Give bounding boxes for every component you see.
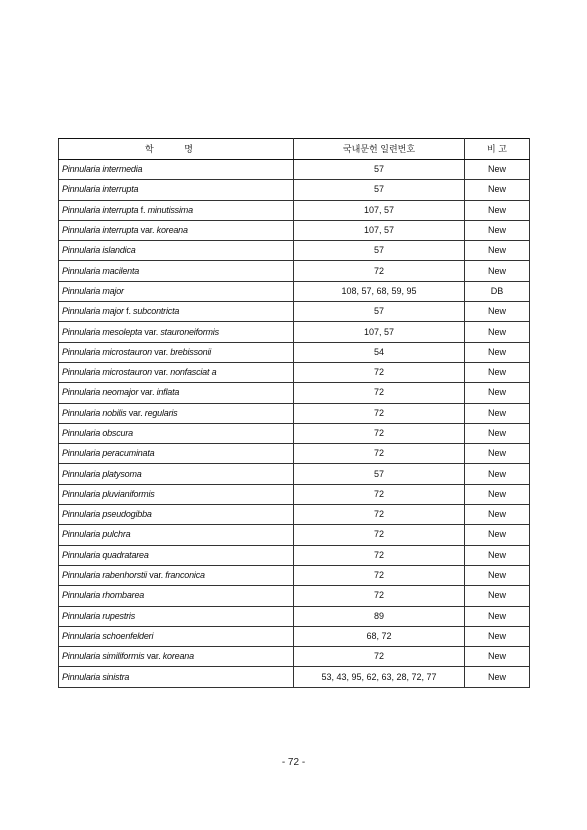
species-name-italic-part: regularis xyxy=(144,407,178,418)
table-row xyxy=(59,606,530,626)
table-body xyxy=(59,160,530,688)
species-name-italic-part: stauroneiformis xyxy=(160,326,219,337)
species-name-italic-part: minutissima xyxy=(147,204,193,215)
species-name-italic-part: Pinnularia intermedia xyxy=(62,164,143,175)
reference-number-cell: 107, 57 xyxy=(294,220,465,240)
remarks-cell: New xyxy=(465,342,530,362)
species-name-italic-part: Pinnularia rabenhorstii xyxy=(62,570,150,581)
reference-number-cell: 72 xyxy=(294,525,465,545)
reference-number-cell: 72 xyxy=(294,647,465,667)
table-row xyxy=(59,200,530,220)
species-name-italic-part: Pinnularia platysoma xyxy=(62,468,142,479)
remarks-cell: New xyxy=(465,322,530,342)
species-name-italic-part: Pinnularia rupestris xyxy=(62,610,136,621)
remarks-cell: New xyxy=(465,241,530,261)
table-row xyxy=(59,220,530,240)
table-row xyxy=(59,342,530,362)
reference-number-cell: 89 xyxy=(294,606,465,626)
species-name-italic-part: Pinnularia quadratarea xyxy=(62,549,149,560)
remarks-cell: New xyxy=(465,667,530,687)
reference-number-cell: 107, 57 xyxy=(294,200,465,220)
species-name-italic-part: Pinnularia interrupta xyxy=(62,184,139,195)
reference-number-cell: 57 xyxy=(294,464,465,484)
remarks-cell: New xyxy=(465,403,530,423)
species-name-cell xyxy=(59,626,294,646)
reference-number-cell: 108, 57, 68, 59, 95 xyxy=(294,281,465,301)
remarks-cell: New xyxy=(465,200,530,220)
species-name-italic-part: Pinnularia mesolepta xyxy=(62,326,145,337)
remarks-cell: New xyxy=(465,545,530,565)
species-name-rank-part: var. xyxy=(128,407,145,418)
reference-number-cell: 72 xyxy=(294,505,465,525)
table-row xyxy=(59,180,530,200)
species-name-cell xyxy=(59,565,294,585)
species-name-cell xyxy=(59,180,294,200)
table-row xyxy=(59,565,530,585)
reference-number-cell: 72 xyxy=(294,403,465,423)
species-name-rank-part: var. xyxy=(149,570,166,581)
species-name-italic-part: Pinnularia pluvianiformis xyxy=(62,488,155,499)
remarks-cell: New xyxy=(465,220,530,240)
species-name-italic-part: Pinnularia pulchra xyxy=(62,529,131,540)
species-name-rank-part: var. xyxy=(146,651,163,662)
species-name-italic-part: inflata xyxy=(156,387,180,398)
species-name-italic-part: brebissonii xyxy=(170,346,212,357)
species-name-cell xyxy=(59,525,294,545)
reference-number-cell: 72 xyxy=(294,261,465,281)
species-name-cell xyxy=(59,464,294,484)
table-row xyxy=(59,505,530,525)
species-name-cell xyxy=(59,200,294,220)
species-name-italic-part: Pinnularia sinistra xyxy=(62,671,130,682)
species-name-italic-part: Pinnularia major xyxy=(62,306,127,317)
remarks-cell: New xyxy=(465,565,530,585)
remarks-cell: New xyxy=(465,383,530,403)
species-name-italic-part: Pinnularia macilenta xyxy=(62,265,140,276)
species-name-cell xyxy=(59,484,294,504)
table-row xyxy=(59,626,530,646)
species-name-italic-part: Pinnularia neomajor xyxy=(62,387,141,398)
species-name-italic-part: Pinnularia major xyxy=(62,285,124,296)
remarks-cell: New xyxy=(465,180,530,200)
species-name-italic-part: Pinnularia interrupta xyxy=(62,204,141,215)
species-name-cell xyxy=(59,302,294,322)
table-row xyxy=(59,362,530,382)
reference-number-cell: 72 xyxy=(294,545,465,565)
species-name-italic-part: franconica xyxy=(165,570,205,581)
reference-number-cell: 72 xyxy=(294,586,465,606)
remarks-cell: New xyxy=(465,484,530,504)
species-name-cell xyxy=(59,281,294,301)
reference-number-cell: 53, 43, 95, 62, 63, 28, 72, 77 xyxy=(294,667,465,687)
species-name-italic-part: Pinnularia nobilis xyxy=(62,407,129,418)
species-name-italic-part: koreana xyxy=(162,651,194,662)
remarks-cell: New xyxy=(465,160,530,180)
remarks-cell: New xyxy=(465,626,530,646)
table-header-row xyxy=(59,139,530,160)
species-name-italic-part: nonfasciat a xyxy=(170,367,217,378)
reference-number-cell: 72 xyxy=(294,444,465,464)
species-name-italic-part: Pinnularia pseudogibba xyxy=(62,509,152,520)
reference-number-cell: 57 xyxy=(294,160,465,180)
reference-number-cell: 107, 57 xyxy=(294,322,465,342)
species-name-italic-part: koreana xyxy=(156,225,188,236)
species-name-cell xyxy=(59,403,294,423)
species-name-cell xyxy=(59,444,294,464)
species-table xyxy=(58,138,530,688)
remarks-cell: New xyxy=(465,444,530,464)
species-name-rank-part: var. xyxy=(140,387,157,398)
header-remarks: 비 고 xyxy=(465,139,530,160)
species-name-italic-part: Pinnularia microstauron xyxy=(62,346,155,357)
species-name-italic-part: Pinnularia schoenfelderi xyxy=(62,630,154,641)
reference-number-cell: 68, 72 xyxy=(294,626,465,646)
remarks-cell: New xyxy=(465,505,530,525)
header-reference-number: 국내문헌 일련번호 xyxy=(294,139,465,160)
species-name-cell xyxy=(59,342,294,362)
species-name-cell xyxy=(59,545,294,565)
table-row xyxy=(59,241,530,261)
species-name-rank-part: var. xyxy=(154,346,171,357)
remarks-cell: New xyxy=(465,261,530,281)
remarks-cell: New xyxy=(465,302,530,322)
species-name-italic-part: Pinnularia similiformis xyxy=(62,651,147,662)
species-name-cell xyxy=(59,261,294,281)
remarks-cell: New xyxy=(465,525,530,545)
reference-number-cell: 72 xyxy=(294,423,465,443)
reference-number-cell: 57 xyxy=(294,241,465,261)
species-name-cell xyxy=(59,322,294,342)
species-name-cell xyxy=(59,362,294,382)
table-row xyxy=(59,302,530,322)
species-name-rank-part: var. xyxy=(140,225,157,236)
reference-number-cell: 72 xyxy=(294,362,465,382)
remarks-cell: New xyxy=(465,586,530,606)
remarks-cell: New xyxy=(465,423,530,443)
reference-number-cell: 72 xyxy=(294,484,465,504)
reference-number-cell: 54 xyxy=(294,342,465,362)
species-name-cell xyxy=(59,383,294,403)
species-name-cell xyxy=(59,220,294,240)
species-name-cell xyxy=(59,647,294,667)
table-row xyxy=(59,261,530,281)
table-row xyxy=(59,545,530,565)
table-row xyxy=(59,484,530,504)
remarks-cell: DB xyxy=(465,281,530,301)
table-row xyxy=(59,444,530,464)
species-name-italic-part: Pinnularia peracuminata xyxy=(62,448,155,459)
reference-number-cell: 57 xyxy=(294,180,465,200)
remarks-cell: New xyxy=(465,362,530,382)
reference-number-cell: 72 xyxy=(294,383,465,403)
species-name-cell xyxy=(59,241,294,261)
table-row xyxy=(59,667,530,687)
species-name-italic-part: Pinnularia obscura xyxy=(62,428,133,438)
species-name-italic-part: subcontricta xyxy=(133,306,180,317)
species-name-cell xyxy=(59,505,294,525)
species-name-italic-part: Pinnularia rhombarea xyxy=(62,590,145,601)
species-name-cell xyxy=(59,667,294,687)
remarks-cell: New xyxy=(465,606,530,626)
header-scientific-name: 학 명 xyxy=(59,139,294,160)
table-row xyxy=(59,322,530,342)
species-name-italic-part: Pinnularia islandica xyxy=(62,245,136,256)
table-row xyxy=(59,383,530,403)
species-name-rank-part: f. xyxy=(140,204,148,215)
species-name-italic-part: Pinnularia microstauron xyxy=(62,367,155,378)
species-name-cell xyxy=(59,586,294,606)
species-name-rank-part: f. xyxy=(126,306,134,317)
table-row xyxy=(59,423,530,443)
remarks-cell: New xyxy=(465,464,530,484)
table-row xyxy=(59,586,530,606)
table-row xyxy=(59,464,530,484)
reference-number-cell: 72 xyxy=(294,565,465,585)
page-number: - 72 - xyxy=(281,757,306,768)
reference-number-cell: 57 xyxy=(294,302,465,322)
remarks-cell: New xyxy=(465,647,530,667)
table-row xyxy=(59,281,530,301)
species-name-cell xyxy=(59,160,294,180)
species-name-rank-part: var. xyxy=(154,367,171,378)
species-name-italic-part: Pinnularia interrupta xyxy=(62,225,141,236)
table-row xyxy=(59,160,530,180)
species-name-cell xyxy=(59,606,294,626)
table-row xyxy=(59,525,530,545)
table-row xyxy=(59,403,530,423)
species-name-rank-part: var. xyxy=(144,326,161,337)
table-row xyxy=(59,647,530,667)
species-name-cell xyxy=(59,423,294,443)
